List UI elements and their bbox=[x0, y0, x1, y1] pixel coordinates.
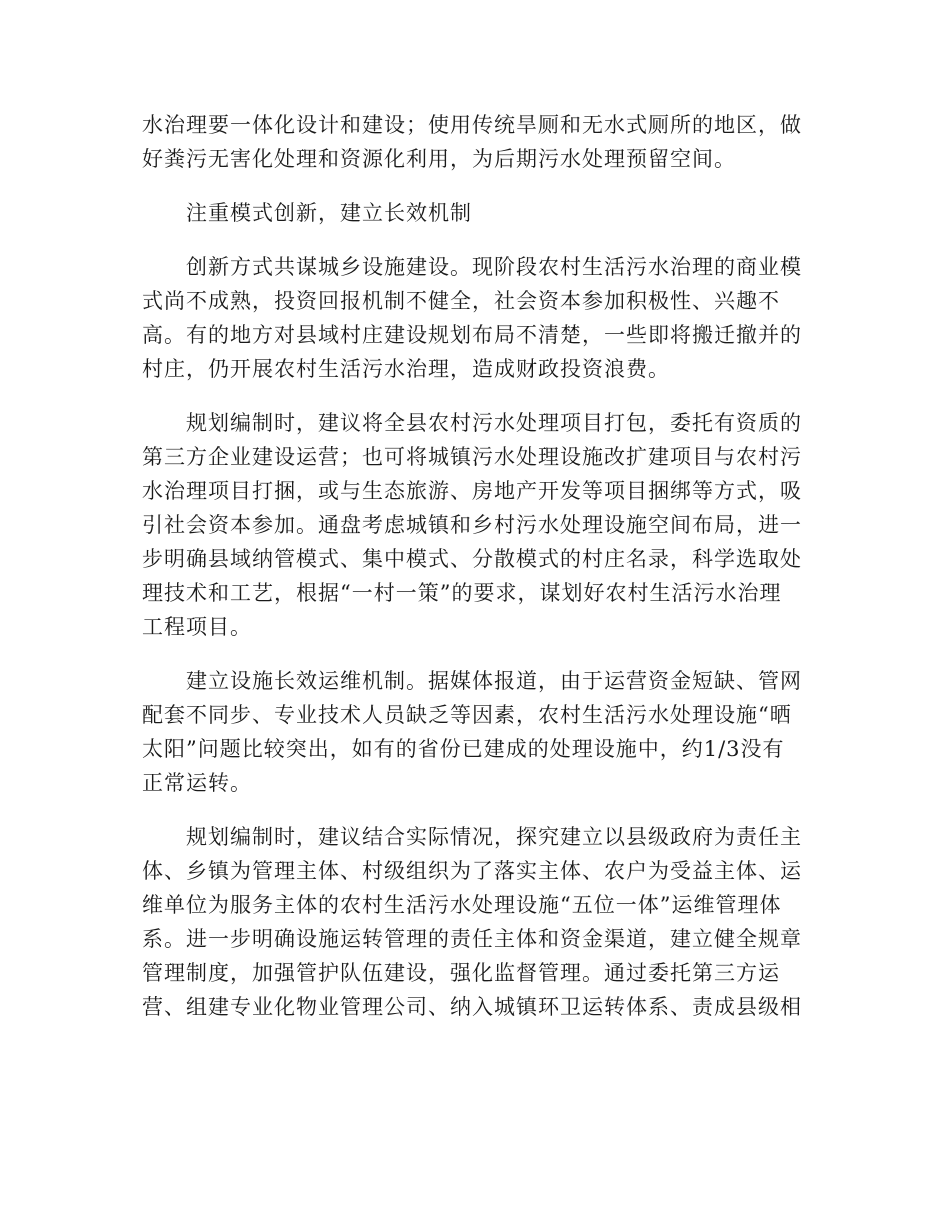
text-line: 营、组建专业化物业管理公司、纳入城镇环卫运转体系、责成县级相 bbox=[142, 995, 802, 1019]
text-line: 理技术和工艺，根据“一村一策”的要求，谋划好农村生活污水治理 bbox=[142, 581, 782, 605]
text-line: 水治理要一体化设计和建设；使用传统旱厕和无水式厕所的地区，做 bbox=[142, 113, 802, 137]
text-line: 配套不同步、专业技术人员缺乏等因素，农村生活污水处理设施“晒 bbox=[142, 703, 792, 727]
text-line: 式尚不成熟，投资回报机制不健全，社会资本参加积极性、兴趣不 bbox=[142, 289, 780, 313]
paragraph-continuation bbox=[142, 108, 802, 176]
text-line: 规划编制时，建议结合实际情况，探究建立以县级政府为责任主 bbox=[186, 825, 802, 849]
text-line: 工程项目。 bbox=[142, 615, 252, 639]
document-body bbox=[142, 108, 802, 1024]
text-line: 规划编制时，建议将全县农村污水处理项目打包，委托有资质的 bbox=[186, 411, 802, 435]
section-heading bbox=[142, 196, 802, 230]
text-line: 太阳”问题比较突出，如有的省份已建成的处理设施中，约1/3没有 bbox=[142, 737, 785, 761]
text-line: 系。进一步明确设施运转管理的责任主体和资金渠道，建立健全规章 bbox=[142, 927, 802, 951]
text-line: 高。有的地方对县域村庄建设规划布局不清楚，一些即将搬迁撤并的 bbox=[142, 323, 802, 347]
text-line: 好粪污无害化处理和资源化利用，为后期污水处理预留空间。 bbox=[142, 147, 736, 171]
text-line: 正常运转。 bbox=[142, 771, 252, 795]
text-line: 管理制度，加强管护队伍建设，强化监督管理。通过委托第三方运 bbox=[142, 961, 780, 985]
text-line: 村庄，仍开展农村生活污水治理，造成财政投资浪费。 bbox=[142, 357, 670, 381]
heading-text: 注重模式创新，建立长效机制 bbox=[186, 201, 472, 225]
text-line: 水治理项目打捆，或与生态旅游、房地产开发等项目捆绑等方式，吸 bbox=[142, 479, 802, 503]
text-line: 步明确县域纳管模式、集中模式、分散模式的村庄名录，科学选取处 bbox=[142, 547, 802, 571]
paragraph bbox=[142, 406, 802, 644]
text-line: 建立设施长效运维机制。据媒体报道，由于运营资金短缺、管网 bbox=[186, 669, 802, 693]
text-line: 维单位为服务主体的农村生活污水处理设施“五位一体”运维管理体 bbox=[142, 893, 782, 917]
text-line: 引社会资本参加。通盘考虑城镇和乡村污水处理设施空间布局，进一 bbox=[142, 513, 802, 537]
paragraph bbox=[142, 250, 802, 386]
text-line: 创新方式共谋城乡设施建设。现阶段农村生活污水治理的商业模 bbox=[186, 255, 802, 279]
paragraph bbox=[142, 820, 802, 1024]
text-line: 第三方企业建设运营；也可将城镇污水处理设施改扩建项目与农村污 bbox=[142, 445, 802, 469]
text-line: 体、乡镇为管理主体、村级组织为了落实主体、农户为受益主体、运 bbox=[142, 859, 802, 883]
paragraph bbox=[142, 664, 802, 800]
